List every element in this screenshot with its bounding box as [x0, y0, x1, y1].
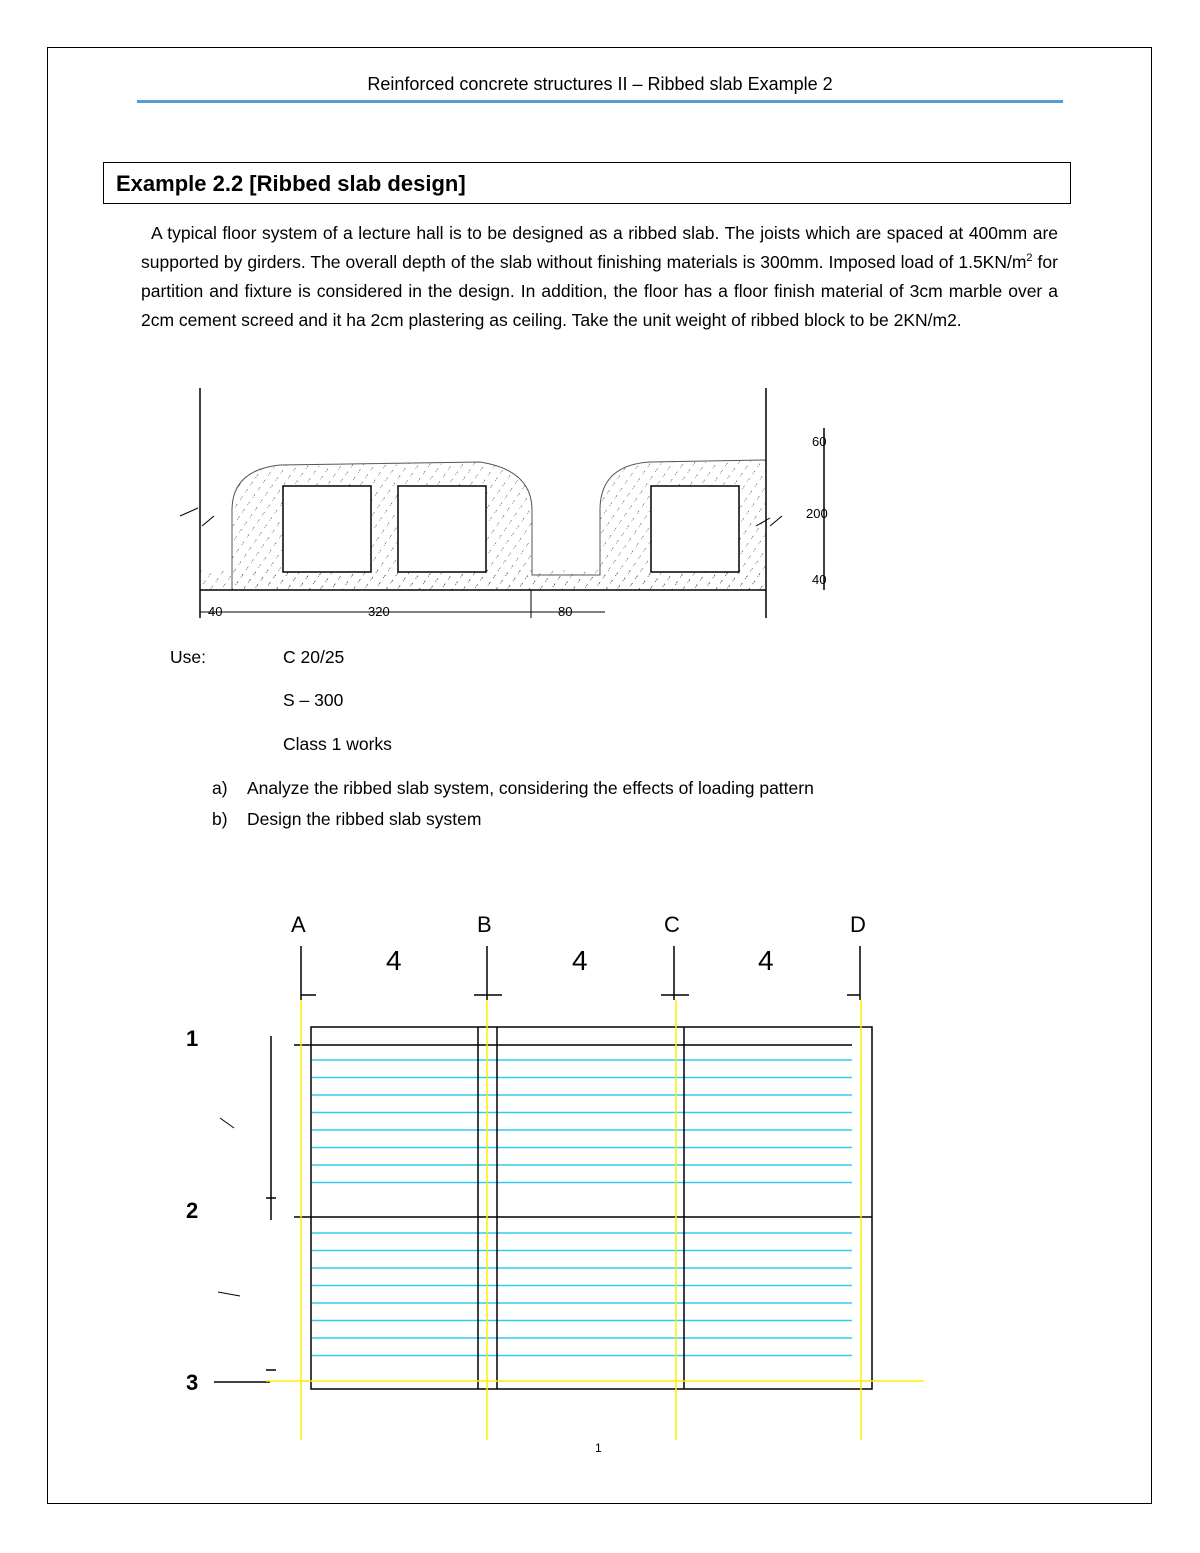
dim-right-1: 60: [812, 434, 827, 449]
dim-right-3: 40: [812, 572, 827, 587]
slab-outline: [311, 1027, 872, 1389]
concrete-grade: C 20/25: [283, 647, 345, 667]
col-label-b: B: [477, 912, 492, 937]
row-label-2: 2: [186, 1198, 199, 1223]
dim-bottom-2: 320: [368, 604, 390, 619]
materials-label: Use:: [170, 647, 206, 667]
task-marker-a: a): [212, 778, 228, 798]
statement-part-1: A typical floor system of a lecture hall is to be designed as a ribbed slab. The joists which are spaced at 400mm are supported by girders. The overall depth of the slab without finishing materials is 300mm. Imposed load of 1.5KN/m: [141, 223, 1058, 272]
task-text-b: Design the ribbed slab system: [247, 809, 482, 829]
task-text-a: Analyze the ribbed slab system, considering the effects of loading pattern: [247, 778, 814, 798]
works-class: Class 1 works: [283, 734, 392, 754]
dim-right-2: 200: [806, 506, 828, 521]
row-label-1: 1: [186, 1026, 199, 1051]
joist-lines: [312, 1060, 852, 1356]
statement-part-2: for partition and fixture is considered in the design. In addition, the floor has a floor finish material of 3cm marble over a 2cm cement screed and it ha 2cm plastering as ceiling. Take the unit weight of ribbed block to be 2KN/m2.: [141, 252, 1058, 330]
col-label-c: C: [664, 912, 680, 937]
running-header: Reinforced concrete structures II – Ribbed slab Example 2: [367, 74, 833, 94]
grid-lines: [266, 1000, 924, 1440]
span-label-ab: 4: [386, 945, 402, 976]
steel-grade: S – 300: [283, 690, 344, 710]
span-label-cd: 4: [758, 945, 774, 976]
row-label-3: 3: [186, 1370, 199, 1395]
superscript: 2: [1026, 252, 1033, 265]
span-label-bc: 4: [572, 945, 588, 976]
page-number: 1: [595, 1441, 602, 1455]
task-marker-b: b): [212, 809, 228, 829]
col-label-d: D: [850, 912, 866, 937]
col-label-a: A: [291, 912, 306, 937]
dim-bottom-3: 80: [558, 604, 573, 619]
dim-bottom-1: 40: [208, 604, 223, 619]
example-title: Example 2.2 [Ribbed slab design]: [116, 171, 466, 196]
